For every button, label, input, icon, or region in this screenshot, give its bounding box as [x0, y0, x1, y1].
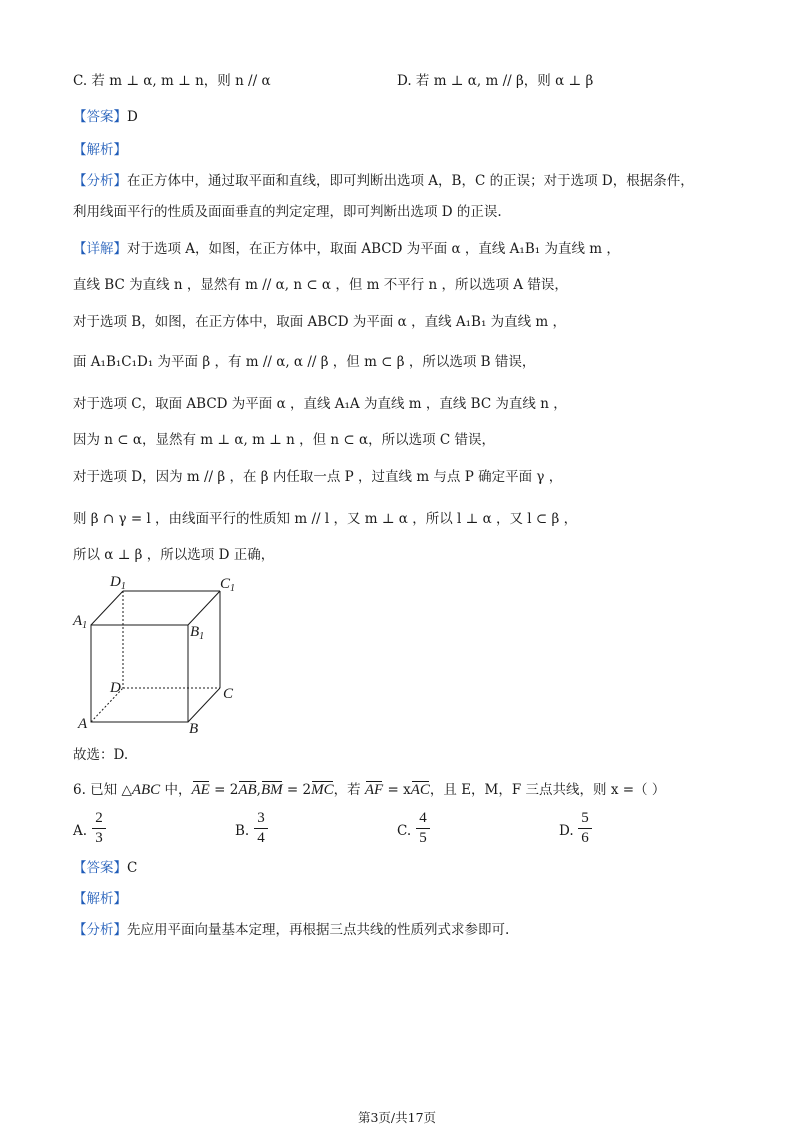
vec-ac: AC: [410, 782, 430, 798]
q6-suffix: ，且 E，M，F 三点共线，则 x =（ ）: [429, 782, 666, 798]
q6-a-den: 3: [95, 830, 103, 846]
detail-line-7: 对于选项 D，因为 m // β ，在 β 内任取一点 P ，过直线 m 与点 P 确定平面 γ ，: [73, 469, 563, 485]
detail-line-5: 对于选项 C，取面 ABCD 为平面 α ，直线 A₁A 为直线 m ，直线 BC 为直线 n ，: [73, 396, 567, 412]
q6-stem: [73, 781, 665, 799]
q6-option-d-label: D.: [559, 823, 574, 839]
detail-line-6: 因为 n ⊂ α，显然有 m ⊥ α, m ⊥ n ，但 n ⊂ α，所以选项 C 错误，: [73, 432, 496, 448]
q6-a-num: 2: [95, 810, 103, 826]
cube-edge-bc: [188, 688, 220, 722]
q6-fenxi-text: 先应用平面向量基本定理，再根据三点共线的性质列式求参即可.: [127, 922, 510, 938]
detail-line-8: 则 β ∩ γ = l ，由线面平行的性质知 m // l ，又 m ⊥ α ，所以 l ⊥ α ，又 l ⊂ β ，: [73, 511, 578, 527]
answer-line: [73, 108, 138, 126]
vec-af: AF: [364, 782, 384, 798]
label-b: B: [189, 721, 199, 737]
q6-option-c-label: C.: [397, 823, 412, 839]
q6-answer-line: [73, 859, 137, 877]
conclusion: 故选：D.: [73, 747, 129, 763]
answer-tag: 【答案】: [73, 109, 127, 125]
q6-option-a-label: A.: [73, 823, 88, 839]
q6-option-d-frac: [578, 810, 592, 847]
q6-d-num: 5: [581, 810, 589, 826]
detail-line-9: 所以 α ⊥ β ，所以选项 D 正确，: [73, 547, 275, 563]
cube-front-face: [91, 625, 188, 722]
detail-text-1: 对于选项 A，如图，在正方体中，取面 ABCD 为平面 α ，直线 A₁B₁ 为直线 m ，: [127, 241, 620, 257]
cube-edge-b1c1: [188, 591, 220, 625]
q6-b-den: 4: [257, 830, 265, 846]
q6-mid1: 中，: [160, 782, 192, 798]
cube-edge-a1d1: [91, 591, 123, 625]
q6-option-b-label: B.: [235, 823, 250, 839]
q6-answer-tag: 【答案】: [73, 860, 127, 876]
detail-line-4: 面 A₁B₁C₁D₁ 为平面 β ，有 m // α, α // β ，但 m ⊂ β ，所以选项 B 错误，: [73, 354, 536, 370]
fenxi-line-1: [73, 172, 694, 190]
q6-prefix: 6. 已知 △: [73, 782, 132, 798]
q6-comma: ,: [256, 782, 261, 798]
vec-ab: AB: [238, 782, 257, 798]
answer-value: D: [127, 109, 138, 125]
vec-bm: BM: [260, 782, 283, 798]
q6-option-a-frac: [92, 810, 106, 847]
xiangjie-tag: 【详解】: [73, 241, 127, 257]
label-a: A: [78, 716, 88, 732]
fenxi-line-2: 利用线面平行的性质及面面垂直的判定定理，即可判断出选项 D 的正误.: [73, 204, 502, 220]
label-c: C: [223, 686, 234, 702]
q6-c-den: 5: [419, 830, 427, 846]
detail-line-3: 对于选项 B，如图，在正方体中，取面 ABCD 为平面 α ，直线 A₁B₁ 为直线 m ，: [73, 314, 567, 330]
q6-fenxi-line: [73, 921, 509, 939]
vec-ae: AE: [191, 782, 210, 798]
detail-line-2: 直线 BC 为直线 n ，显然有 m // α, n ⊂ α ，但 m 不平行 n ，所以选项 A 错误，: [73, 277, 568, 293]
label-d: D: [110, 680, 121, 696]
label-c1: $C_1$: [220, 576, 236, 594]
q6-fenxi-tag: 【分析】: [73, 922, 127, 938]
q6-eq2: = 2: [282, 782, 312, 798]
fenxi-text-1: 在正方体中，通过取平面和直线，即可判断出选项 A，B，C 的正误；对于选项 D，根据条件，: [127, 173, 694, 189]
q6-eq1: = 2: [209, 782, 239, 798]
q6-c-num: 4: [419, 810, 427, 826]
q6-option-c-frac: [416, 810, 430, 847]
q6-mid2: ，若: [333, 782, 365, 798]
q6-b-num: 3: [257, 810, 265, 826]
q6-analysis-tag: 【解析】: [73, 891, 127, 907]
label-b1: $B_1$: [190, 624, 205, 642]
option-d: D. 若 m ⊥ α, m // β，则 α ⊥ β: [397, 73, 594, 89]
label-d1: $D_1$: [110, 574, 126, 592]
option-c: C. 若 m ⊥ α, m ⊥ n，则 n // α: [73, 73, 271, 89]
q6-answer-value: C: [127, 860, 138, 876]
detail-line-1: [73, 240, 620, 258]
q6-d-den: 6: [581, 830, 589, 846]
cube-figure: [70, 568, 250, 740]
page-footer: 第3页/共17页: [357, 1110, 437, 1125]
analysis-tag: 【解析】: [73, 142, 127, 158]
fenxi-tag: 【分析】: [73, 173, 127, 189]
q6-option-b-frac: [254, 810, 268, 847]
vec-mc: MC: [311, 782, 334, 798]
label-a1: $A_1$: [73, 613, 88, 631]
q6-abc: ABC: [131, 782, 161, 798]
q6-eq3: = x: [383, 782, 411, 798]
